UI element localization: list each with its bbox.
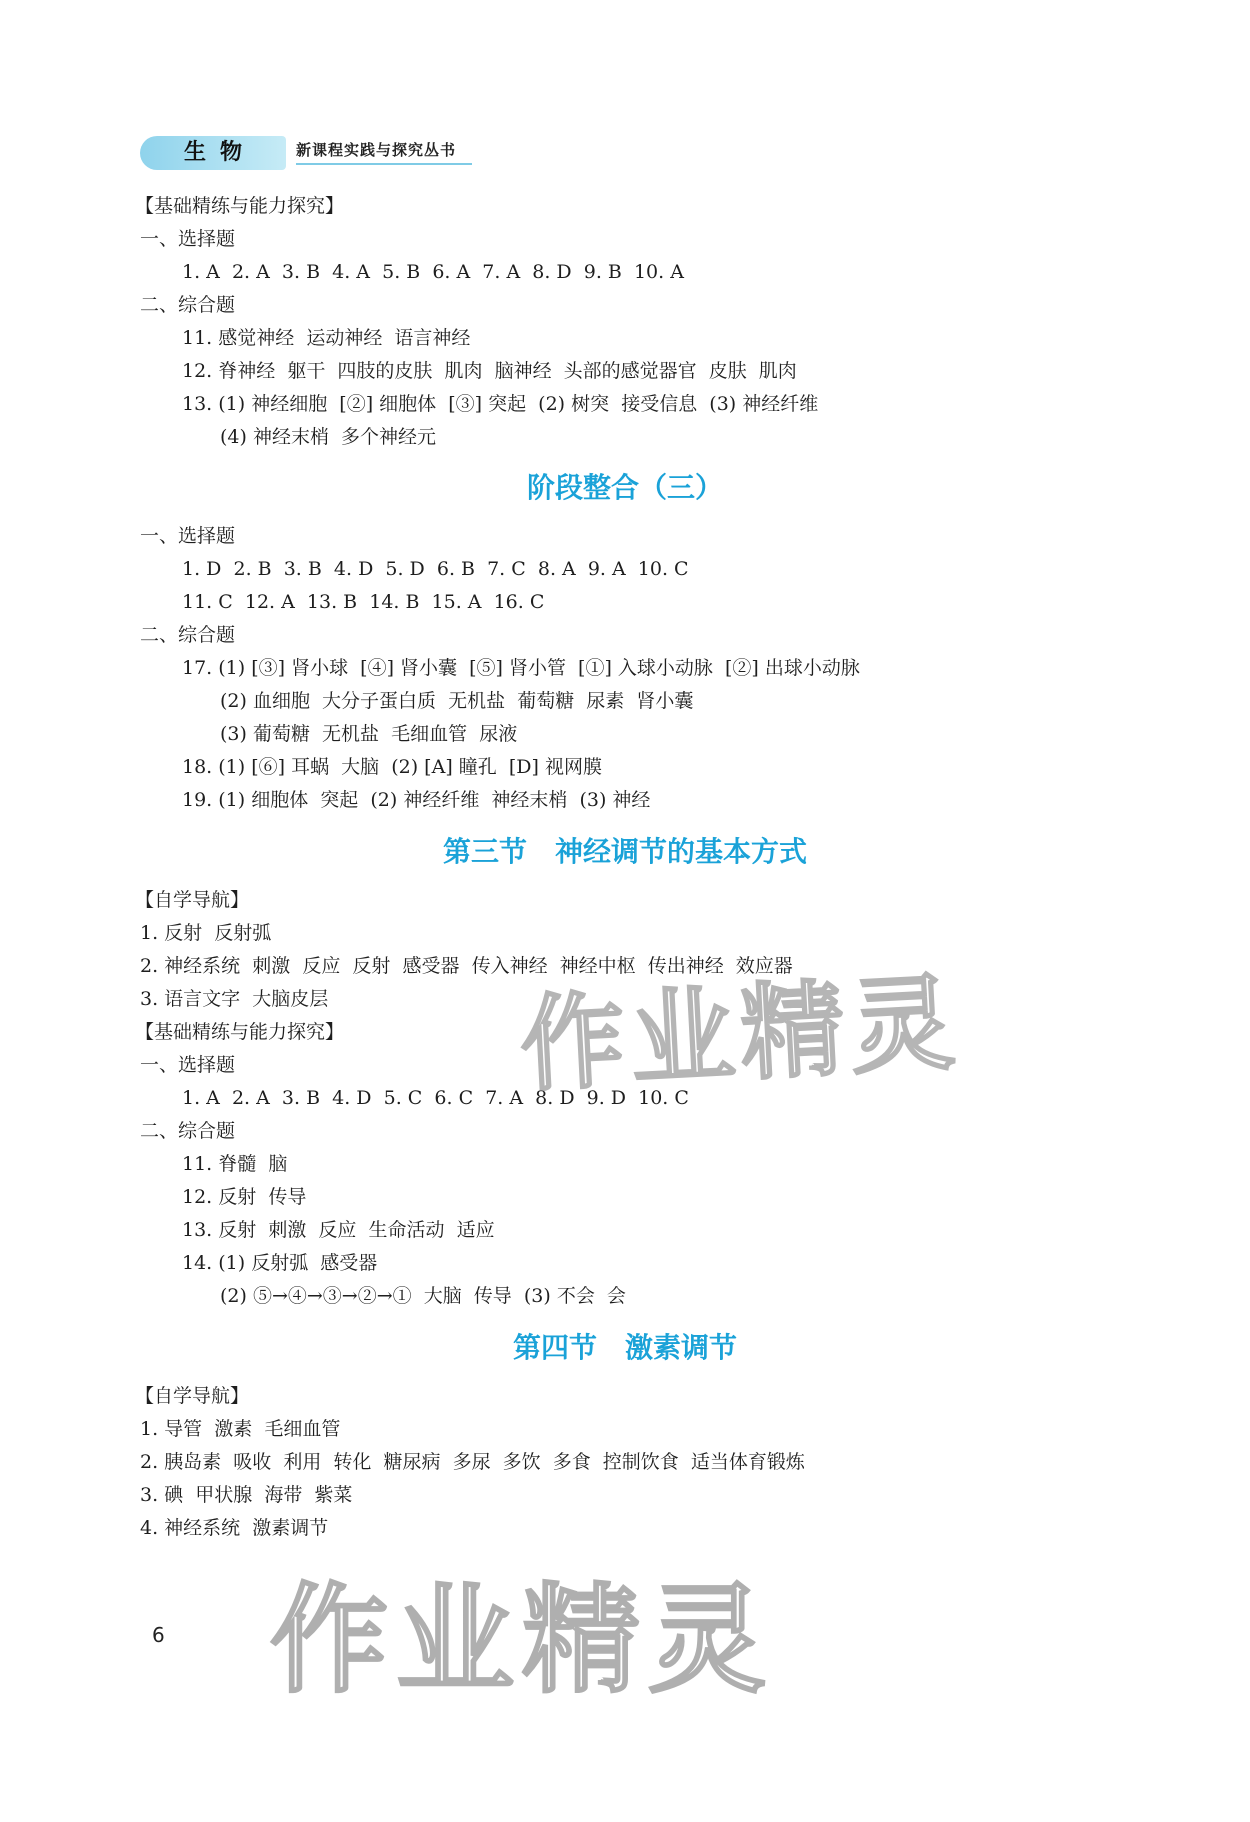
subject-tab: 生物 — [140, 136, 286, 170]
heading-choice: 一、选择题 — [140, 228, 236, 250]
answer-line: 1. A 2. A 3. B 4. D 5. C 6. C 7. A 8. D 9. D 10. C — [182, 1087, 689, 1109]
answer-line: 13. (1) 神经细胞 [②] 细胞体 [③] 突起 (2) 树突 接受信息 (3) 神经纤维 — [182, 393, 819, 415]
answer-line: 1. A 2. A 3. B 4. A 5. B 6. A 7. A 8. D 9. B 10. A — [182, 261, 684, 283]
answer-line: (3) 葡萄糖 无机盐 毛细血管 尿液 — [220, 723, 518, 745]
heading-practice: 【基础精练与能力探究】 — [135, 1021, 345, 1043]
answer-line: (2) ⑤→④→③→②→① 大脑 传导 (3) 不会 会 — [220, 1285, 626, 1307]
section-title: 第四节 激素调节 — [512, 1331, 737, 1364]
answer-line: 12. 反射 传导 — [182, 1186, 307, 1208]
answer-line: 3. 碘 甲状腺 海带 紫菜 — [140, 1484, 353, 1506]
heading-self-study: 【自学导航】 — [135, 1385, 250, 1407]
page-number: 6 — [152, 1623, 165, 1647]
answer-line: 11. C 12. A 13. B 14. B 15. A 16. C — [182, 591, 545, 613]
answer-line: 12. 脊神经 躯干 四肢的皮肤 肌肉 脑神经 头部的感觉器官 皮肤 肌肉 — [182, 360, 797, 382]
answer-line: 2. 神经系统 刺激 反应 反射 感受器 传入神经 神经中枢 传出神经 效应器 — [140, 955, 793, 977]
page-header — [140, 133, 480, 173]
answer-line: (2) 血细胞 大分子蛋白质 无机盐 葡萄糖 尿素 肾小囊 — [220, 690, 694, 712]
watermark: 作业精灵 — [517, 961, 964, 1107]
heading-comprehensive: 二、综合题 — [140, 624, 236, 646]
heading-choice: 一、选择题 — [140, 1054, 236, 1076]
section-title: 第三节 神经调节的基本方式 — [442, 835, 807, 868]
answer-line: (4) 神经末梢 多个神经元 — [220, 426, 437, 448]
heading-practice: 【基础精练与能力探究】 — [135, 195, 345, 217]
header-underline — [296, 163, 472, 165]
answer-line: 13. 反射 刺激 反应 生命活动 适应 — [182, 1219, 495, 1241]
watermark: 作业精灵 — [270, 1571, 775, 1709]
series-title: 新课程实践与探究丛书 — [296, 141, 457, 159]
heading-self-study: 【自学导航】 — [135, 889, 250, 911]
answer-line: 17. (1) [③] 肾小球 [④] 肾小囊 [⑤] 肾小管 [①] 入球小动脉 [②] 出球小动脉 — [182, 657, 860, 679]
heading-choice: 一、选择题 — [140, 525, 236, 547]
answer-line: 11. 脊髓 脑 — [182, 1153, 288, 1175]
heading-comprehensive: 二、综合题 — [140, 1120, 236, 1142]
answer-line: 1. 导管 激素 毛细血管 — [140, 1418, 341, 1440]
answer-line: 2. 胰岛素 吸收 利用 转化 糖尿病 多尿 多饮 多食 控制饮食 适当体育锻炼 — [140, 1451, 805, 1473]
answer-line: 1. 反射 反射弧 — [140, 922, 272, 944]
section-title: 阶段整合（三） — [526, 471, 723, 504]
answer-line: 4. 神经系统 激素调节 — [140, 1517, 329, 1539]
answer-line: 19. (1) 细胞体 突起 (2) 神经纤维 神经末梢 (3) 神经 — [182, 789, 651, 811]
heading-comprehensive: 二、综合题 — [140, 294, 236, 316]
answer-line: 1. D 2. B 3. B 4. D 5. D 6. B 7. C 8. A 9. A 10. C — [182, 558, 689, 580]
answer-line: 18. (1) [⑥] 耳蜗 大脑 (2) [A] 瞳孔 [D] 视网膜 — [182, 756, 602, 778]
answer-line: 14. (1) 反射弧 感受器 — [182, 1252, 378, 1274]
answer-line: 11. 感觉神经 运动神经 语言神经 — [182, 327, 471, 349]
answer-line: 3. 语言文字 大脑皮层 — [140, 988, 329, 1010]
